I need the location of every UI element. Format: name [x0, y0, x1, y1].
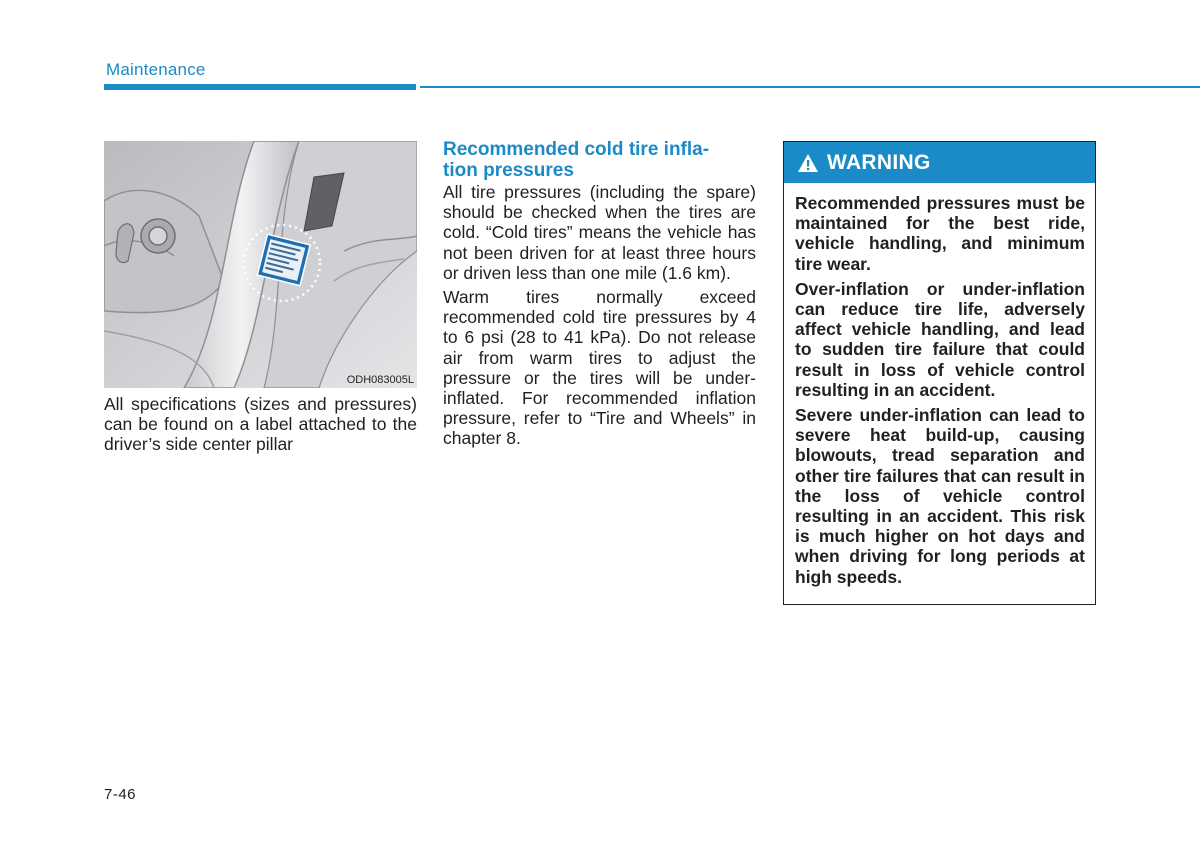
article-heading-line1: Recommended cold tire infla-: [443, 139, 710, 160]
article-paragraph: All tire pressures (including the spare) should be checked when the tires are cold. “Cold tires” means the vehicle has not been driven for at least three hours or driven less than one mile (1.6 km).: [443, 182, 756, 283]
warning-box: [783, 141, 1096, 605]
warning-paragraph: Severe under-inflation can lead to severe heat build-up, causing blowouts, tread separation and other tire failures that can result in the loss of vehicle control resulting in an accident. This risk is much higher on hot days and when driving for long periods at high speeds.: [795, 405, 1085, 587]
warning-title: WARNING: [827, 150, 931, 174]
header-rule-thick: [104, 84, 416, 90]
warning-paragraph: Recommended pressures must be maintained for the best ride, vehicle handling, and minimum tire wear.: [795, 193, 1085, 274]
figure-caption: All specifications (sizes and pressures) can be found on a label attached to the driver’s side center pillar: [104, 394, 417, 454]
warning-paragraph: Over-inflation or under-inflation can reduce tire life, adversely affect vehicle handling, and lead to sudden tire failure that could result in loss of vehicle control resulting in an accident.: [795, 278, 1085, 400]
warning-triangle-icon: [797, 153, 819, 173]
section-title: Maintenance: [106, 60, 206, 79]
tire-label-figure: [104, 141, 417, 388]
article-heading: [443, 139, 756, 181]
door-pillar-illustration: [104, 141, 417, 388]
article-heading-line2: tion pressures: [443, 160, 574, 181]
article-paragraph: Warm tires normally exceed recommended cold tire pressures by 4 to 6 psi (28 to 41 kPa). Do not release air from warm tires to adjust the pressure or the tires will be under-inflated. For recommended inflation pressure, refer to “Tire and Wheels” in chapter 8.: [443, 287, 756, 449]
warning-body: [784, 183, 1095, 587]
page-number: 7-46: [104, 786, 137, 803]
figure-code: ODH083005L: [346, 374, 414, 386]
header-rule-thin: [420, 86, 1200, 88]
article-column: [443, 139, 756, 453]
warning-header: [784, 142, 1095, 183]
